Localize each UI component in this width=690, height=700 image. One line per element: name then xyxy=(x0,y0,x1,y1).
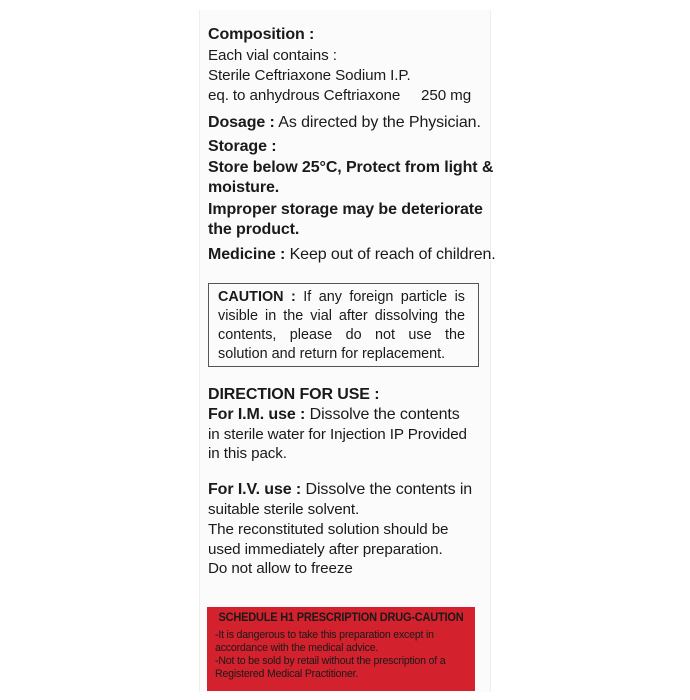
caution-line: solution and return for replacement. xyxy=(218,346,446,362)
schedule-line: -Not to be sold by retail without the prescription of a xyxy=(215,655,446,667)
iv-line: used immediately after preparation. xyxy=(208,541,443,558)
caution-line: visible in the vial after dissolving the xyxy=(218,308,465,324)
im-line: in this pack. xyxy=(208,445,287,462)
caution-line xyxy=(218,288,465,306)
storage-line: the product. xyxy=(208,221,300,238)
im-line: in sterile water for Injection IP Provided xyxy=(208,426,467,443)
im-label: For I.M. use : xyxy=(208,406,306,423)
dosage-text: As directed by the Physician. xyxy=(278,114,481,131)
composition-dose: 250 mg xyxy=(421,87,472,104)
composition-line: Sterile Ceftriaxone Sodium I.P. xyxy=(208,67,411,84)
medicine-line xyxy=(208,246,496,264)
storage-line: moisture. xyxy=(208,179,280,196)
iv-line xyxy=(208,481,472,499)
schedule-line: -It is dangerous to take this preparation except in xyxy=(215,629,434,641)
caution-label: CAUTION : xyxy=(218,289,296,305)
iv-line: suitable sterile solvent. xyxy=(208,501,360,518)
iv-line: The reconstituted solution should be xyxy=(208,521,449,538)
iv-line: Do not allow to freeze xyxy=(208,560,353,577)
schedule-title: SCHEDULE H1 PRESCRIPTION DRUG-CAUTION xyxy=(218,611,464,625)
storage-line: Store below 25°C, Protect from light & xyxy=(208,159,494,176)
im-text: Dissolve the contents xyxy=(309,406,460,423)
directions-heading: DIRECTION FOR USE : xyxy=(208,386,380,403)
dosage-line xyxy=(208,114,481,132)
iv-text: Dissolve the contents in xyxy=(305,481,473,498)
caution-line: contents, please do not use the xyxy=(218,327,465,343)
composition-line: eq. to anhydrous Ceftriaxone xyxy=(208,87,401,104)
dosage-label: Dosage : xyxy=(208,114,275,131)
schedule-line: accordance with the medical advice. xyxy=(215,642,379,654)
medicine-label: Medicine : xyxy=(208,246,286,263)
medicine-text: Keep out of reach of children. xyxy=(289,246,496,263)
composition-heading: Composition : xyxy=(208,26,315,43)
schedule-h1-box xyxy=(207,607,475,691)
storage-heading: Storage : xyxy=(208,138,277,155)
iv-label: For I.V. use : xyxy=(208,481,302,498)
schedule-line: Registered Medical Practitioner. xyxy=(215,668,359,680)
im-line xyxy=(208,406,460,424)
storage-line: Improper storage may be deteriorate xyxy=(208,201,483,218)
caution-text: If any foreign particle is xyxy=(303,289,466,305)
composition-line: Each vial contains : xyxy=(208,47,337,64)
